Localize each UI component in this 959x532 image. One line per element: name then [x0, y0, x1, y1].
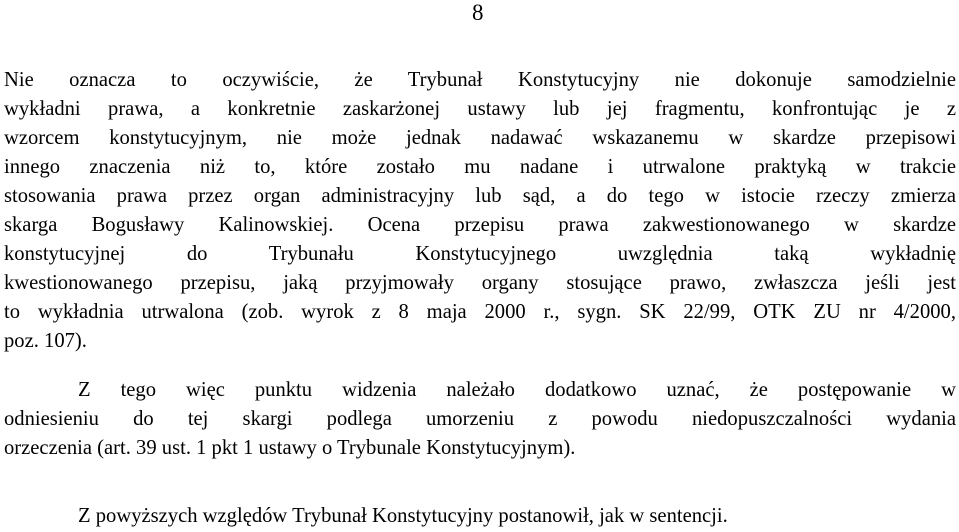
- paragraph-1-line: stosowania prawa przez organ administracyjny lub sąd, a do tego w istocie rzeczy zmierza: [4, 184, 956, 207]
- paragraph-1-line: skarga Bogusławy Kalinowskiej. Ocena przepisu prawa zakwestionowanego w skardze: [4, 213, 956, 236]
- paragraph-1-line: Nie oznacza to oczywiście, że Trybunał Konstytucyjny nie dokonuje samodzielnie: [4, 69, 956, 91]
- paragraph-1-line: wzorcem konstytucyjnym, nie może jednak nadawać wskazanemu w skardze przepisowi: [4, 126, 956, 149]
- paragraph-1-line: innego znaczenia niż to, które zostało mu nadane i utrwalone praktyką w trakcie: [4, 155, 956, 178]
- paragraph-3-line: Z powyższych względów Trybunał Konstytucyjny postanowił, jak w sentencji.: [78, 505, 728, 527]
- paragraph-2: [4, 376, 956, 463]
- page-number: 8: [472, 0, 484, 25]
- paragraph-1-line: kwestionowanego przepisu, jaką przyjmowały organy stosujące prawo, zwłaszcza jeśli jest: [4, 271, 956, 294]
- paragraph-3: [4, 502, 956, 531]
- paragraph-2-line: orzeczenia (art. 39 ust. 1 pkt 1 ustawy o Trybunale Konstytucyjnym).: [4, 436, 576, 459]
- paragraph-1-line: konstytucyjnej do Trybunału Konstytucyjnego uwzględnia taką wykładnię: [4, 242, 956, 265]
- paragraph-1-line: poz. 107).: [4, 329, 87, 352]
- paragraph-2-line: odniesieniu do tej skargi podlega umorzeniu z powodu niedopuszczalności wydania: [4, 407, 956, 430]
- paragraph-1-line: wykładni prawa, a konkretnie zaskarżonej ustawy lub jej fragmentu, konfrontując je z: [4, 97, 956, 120]
- paragraph-2-line: Z tego więc punktu widzenia należało dodatkowo uznać, że postępowanie w: [78, 379, 956, 401]
- paragraph-1-line: to wykładnia utrwalona (zob. wyrok z 8 maja 2000 r., sygn. SK 22/99, OTK ZU nr 4/2000,: [4, 300, 956, 323]
- paragraph-1: [4, 66, 956, 356]
